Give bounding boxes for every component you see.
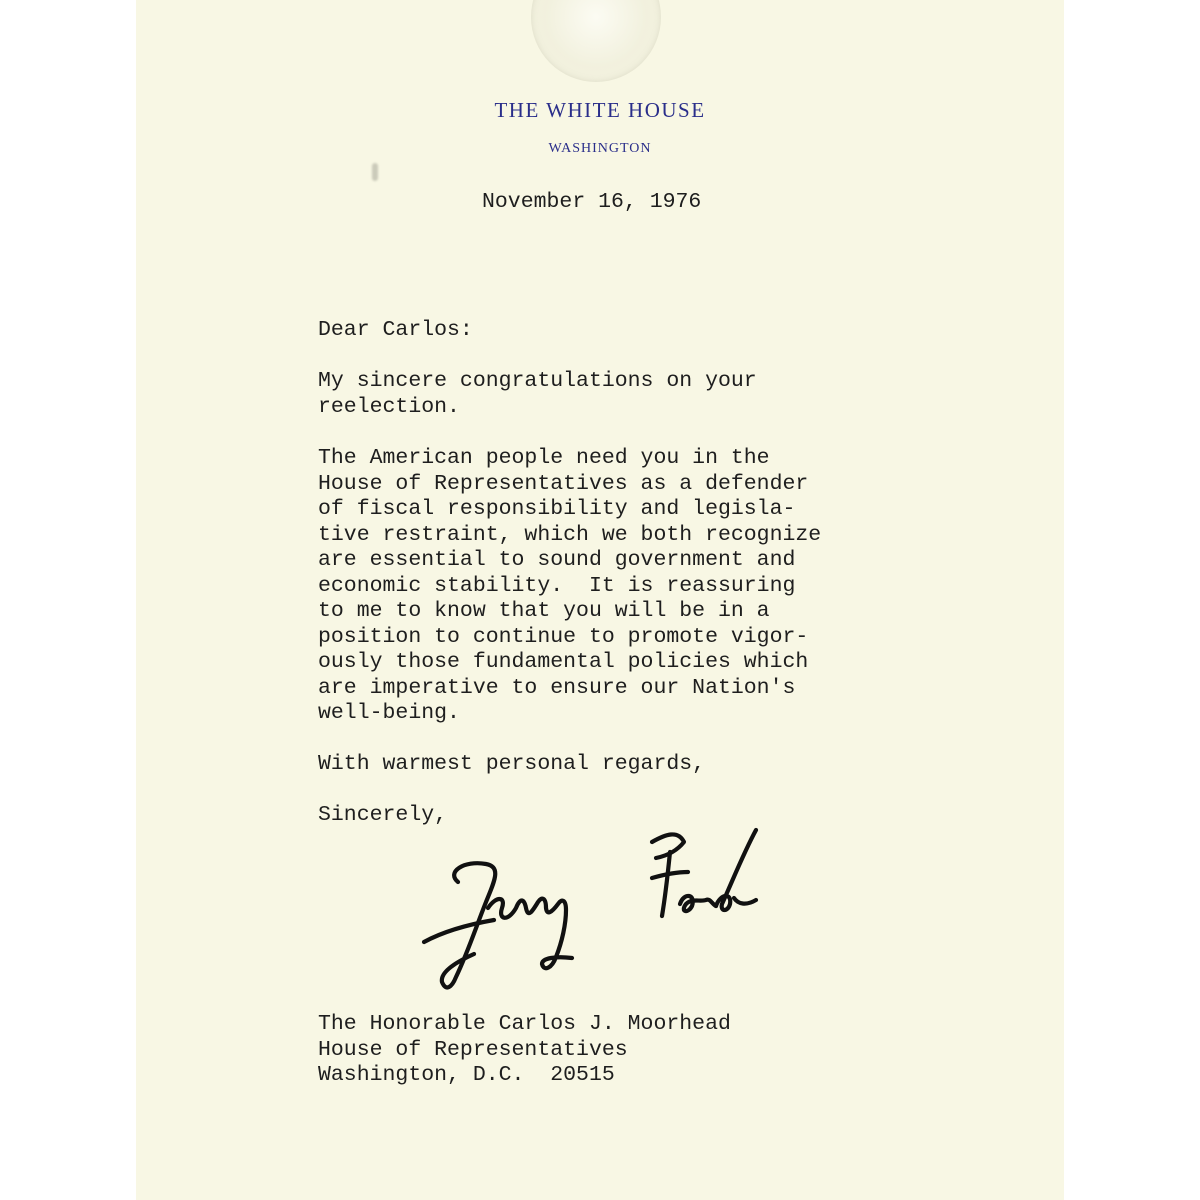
letter-closing: With warmest personal regards, bbox=[318, 752, 706, 776]
letter-paragraph-2: The American people need you in the House of Representatives as a defender of fiscal responsibility and legisla- tive restraint, which we both recognize are essential to sound government and economic stability. It is reassuring to me to know that you will be in a position to continue to promote vigor- ously those fundamental policies which are imperative to ensure our Nation's well-being. bbox=[318, 446, 822, 725]
letter-salutation: Dear Carlos: bbox=[318, 318, 473, 342]
embossed-seal bbox=[531, 0, 661, 82]
letter-paper bbox=[136, 0, 1064, 1200]
letterhead-title: THE WHITE HOUSE bbox=[494, 98, 706, 122]
handwritten-signature bbox=[416, 812, 776, 1012]
letter-date: November 16, 1976 bbox=[482, 190, 702, 214]
letter-signoff: Sincerely, bbox=[318, 803, 448, 827]
paper-smudge bbox=[372, 163, 378, 181]
recipient-address: The Honorable Carlos J. Moorhead House of Representatives Washington, D.C. 20515 bbox=[318, 1012, 731, 1087]
letterhead-subtitle: WASHINGTON bbox=[548, 141, 652, 156]
letter-paragraph-1: My sincere congratulations on your reelection. bbox=[318, 369, 757, 419]
